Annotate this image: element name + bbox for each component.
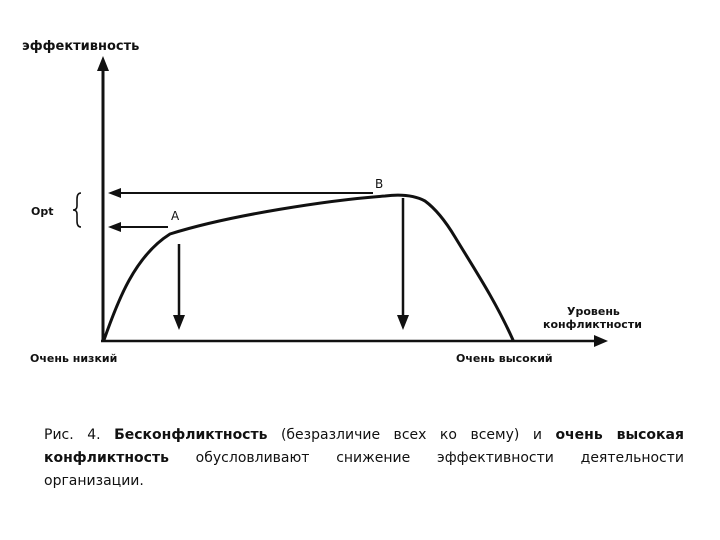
caption-bold-1: Бесконфликтность	[114, 427, 268, 443]
efficiency-curve	[104, 195, 513, 340]
figure-caption	[44, 424, 684, 493]
y-axis-label: эффективность	[22, 39, 140, 54]
arrow-a-head	[108, 222, 121, 232]
opt-brace	[73, 193, 81, 227]
caption-prefix: Рис. 4.	[44, 427, 115, 443]
x-high-label: Очень высокий	[456, 352, 553, 365]
x-axis-label-line1: Уровень	[567, 305, 620, 318]
caption-bold-2: очень высокая конфликтность	[44, 427, 684, 466]
x-axis-label-line2: конфликтности	[543, 318, 642, 331]
y-axis-arrowhead	[97, 56, 109, 71]
caption-suffix: обусловливают снижение эффективности деятельности организации.	[44, 450, 684, 489]
x-low-label: Очень низкий	[30, 352, 118, 365]
arrow-b-down-head	[397, 315, 409, 330]
caption-middle: (безразличие всех ко всему) и	[267, 427, 556, 443]
point-a-label: A	[171, 209, 180, 223]
point-b-label: B	[375, 177, 384, 191]
arrow-b-head	[108, 188, 121, 198]
x-axis-arrowhead	[594, 335, 608, 347]
arrow-a-down-head	[173, 315, 185, 330]
opt-label: Opt	[31, 205, 54, 218]
